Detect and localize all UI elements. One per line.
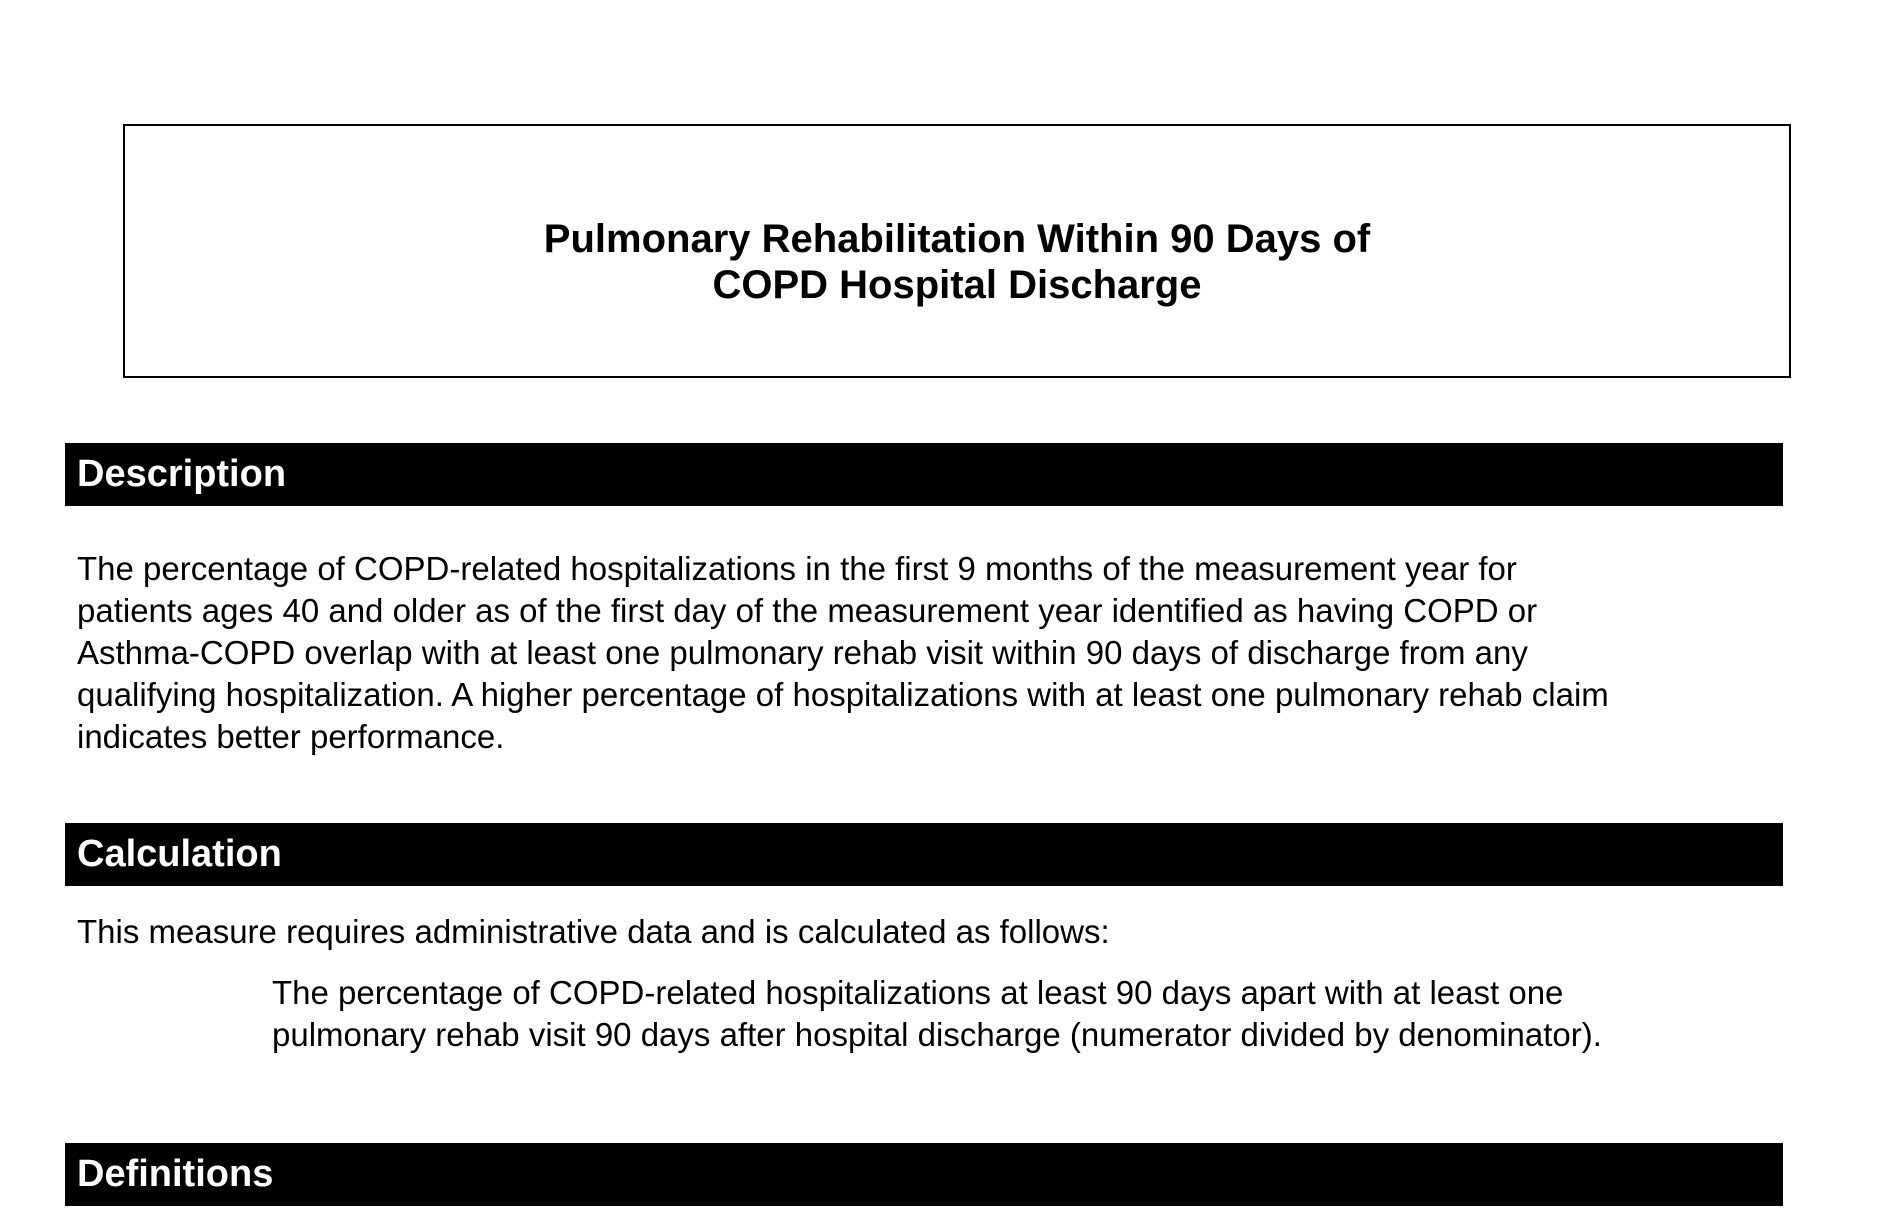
description-text: [77, 548, 1797, 758]
description-line: indicates better performance.: [77, 718, 505, 755]
calculation-heading: Calculation: [65, 823, 1783, 886]
title-line-1: Pulmonary Rehabilitation Within 90 Days of: [543, 217, 1371, 261]
description-heading: Description: [65, 443, 1783, 506]
description-line: patients ages 40 and older as of the first day of the measurement year identified as having COPD or: [77, 592, 1538, 629]
calculation-formula-line: The percentage of COPD-related hospitalizations at least 90 days apart with at least one: [272, 974, 1564, 1011]
title-line-2: COPD Hospital Discharge: [712, 263, 1202, 307]
description-line: qualifying hospitalization. A higher percentage of hospitalizations with at least one pulmonary rehab claim: [77, 676, 1609, 713]
calculation-formula: [272, 972, 1832, 1056]
document-title: [544, 216, 1370, 308]
title-box: [123, 124, 1791, 378]
description-line: Asthma-COPD overlap with at least one pulmonary rehab visit within 90 days of discharge from any: [77, 634, 1528, 671]
definitions-heading: Definitions: [65, 1143, 1783, 1206]
calculation-formula-line: pulmonary rehab visit 90 days after hospital discharge (numerator divided by denominator).: [272, 1016, 1602, 1053]
calculation-intro-line: This measure requires administrative data and is calculated as follows:: [77, 913, 1110, 950]
calculation-intro: [77, 911, 1777, 953]
description-line: The percentage of COPD-related hospitalizations in the first 9 months of the measurement year for: [77, 550, 1517, 587]
